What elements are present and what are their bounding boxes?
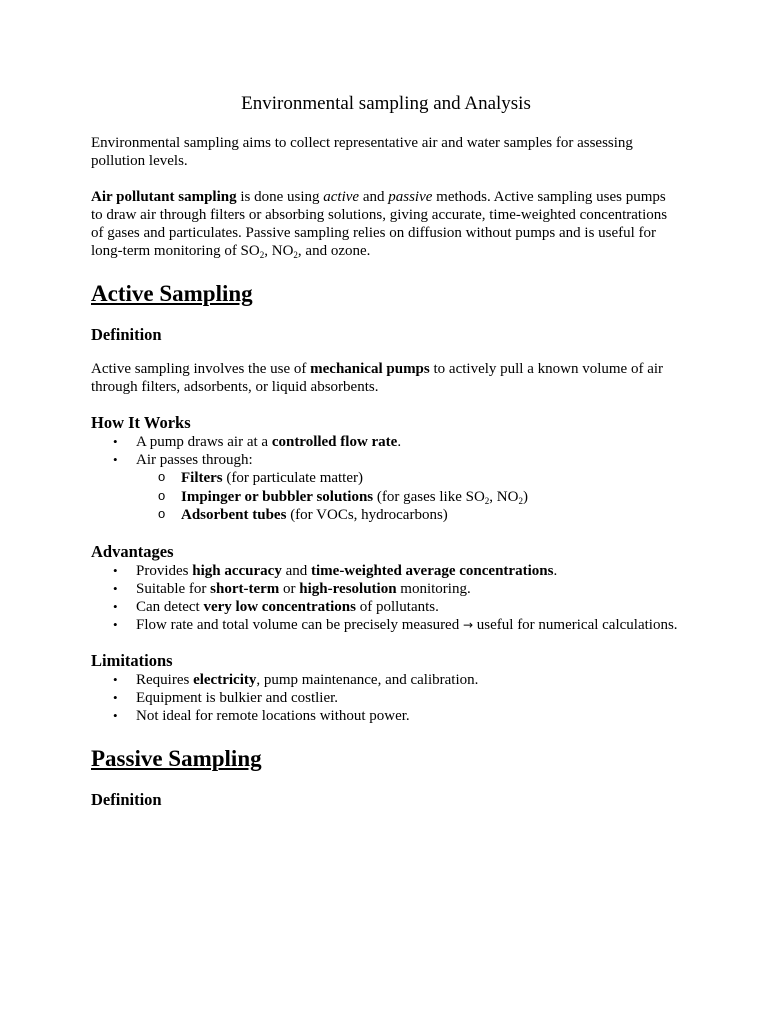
item-text: Provides xyxy=(136,562,193,579)
how-it-works-heading: How It Works xyxy=(91,413,191,432)
bullet-icon: • xyxy=(113,452,118,467)
item-bold: very low concentrations xyxy=(203,598,356,615)
circle-bullet-icon: o xyxy=(158,487,166,503)
sub-list-item xyxy=(136,488,681,507)
advantages-heading: Advantages xyxy=(91,541,174,561)
bullet-icon: • xyxy=(113,562,118,578)
how-it-works-list xyxy=(91,433,681,525)
item-text: Can detect xyxy=(136,598,204,615)
circle-bullet-icon: o xyxy=(158,469,166,484)
item-bold: controlled flow rate xyxy=(271,434,398,450)
item-text: A pump draws air at a xyxy=(136,434,272,450)
item-text: and xyxy=(281,562,311,579)
sub-list-item xyxy=(136,469,681,488)
definition-text-1: Active sampling involves the use of xyxy=(91,361,311,377)
list-item xyxy=(91,580,681,598)
no2-subscript: 2 xyxy=(518,495,523,506)
air-pollutant-sampling-bold: Air pollutant sampling xyxy=(91,189,237,205)
definition-text-2: to actively pull a known volume of air through filters, adsorbents, or liquid absorbents. xyxy=(91,361,664,395)
item-text: . xyxy=(397,434,402,450)
item-text: Requires xyxy=(136,671,194,688)
item-text: (for VOCs, hydrocarbons) xyxy=(286,507,448,523)
circle-bullet-icon: o xyxy=(158,506,166,521)
item-text: Equipment is bulkier and costlier. xyxy=(136,689,339,706)
intro-paragraph: Environmental sampling aims to collect representative air and water samples for assessing pollution levels. xyxy=(91,135,633,169)
item-bold: Impinger or bubbler solutions xyxy=(181,488,374,505)
passive-definition-heading: Definition xyxy=(91,789,162,809)
bullet-icon: • xyxy=(113,689,118,705)
list-item xyxy=(91,616,681,634)
sub-list-item xyxy=(136,506,681,525)
active-italic: active xyxy=(323,189,360,205)
document-title: Environmental sampling and Analysis xyxy=(241,93,531,114)
item-text: (for gases like SO xyxy=(373,488,485,505)
air-text-3: methods. Active sampling uses pumps to draw air through filters or absorbing solutions, giving accurate, time-weighted concentrations of gases and particulates. Passive sampling relies on diffusion without pumps and is useful for long-term monitoring of SO xyxy=(91,189,668,259)
item-text: Not ideal for remote locations without power. xyxy=(136,707,410,724)
mechanical-pumps-bold: mechanical pumps xyxy=(310,361,430,377)
passive-sampling-heading: Passive Sampling xyxy=(91,745,262,771)
item-text: (for particulate matter) xyxy=(222,470,363,486)
item-text: or xyxy=(279,580,300,597)
list-item xyxy=(91,433,681,451)
list-item xyxy=(91,689,681,707)
active-definition-heading: Definition xyxy=(91,325,162,344)
air-text-4: , NO xyxy=(264,243,294,259)
air-sampling-paragraph xyxy=(91,188,681,260)
right-arrow-icon: → xyxy=(462,617,474,632)
list-item xyxy=(91,671,681,689)
so2-subscript: 2 xyxy=(259,250,265,260)
item-bold: high-resolution xyxy=(299,580,397,597)
passive-italic: passive xyxy=(388,189,433,205)
air-passes-sublist xyxy=(136,469,681,525)
active-sampling-heading: Active Sampling xyxy=(91,281,253,306)
so2-subscript: 2 xyxy=(484,495,490,506)
limitations-heading: Limitations xyxy=(91,650,173,670)
item-text: of pollutants. xyxy=(355,598,439,615)
advantages-list xyxy=(91,562,681,634)
item-bold: high accuracy xyxy=(192,562,282,579)
item-text: ) xyxy=(522,488,528,505)
bullet-icon: • xyxy=(113,671,118,687)
item-bold: short-term xyxy=(210,580,280,597)
item-text: Suitable for xyxy=(136,580,211,597)
item-text: monitoring. xyxy=(396,580,471,597)
bullet-icon: • xyxy=(113,616,118,632)
item-bold: Filters xyxy=(181,470,223,486)
item-bold: electricity xyxy=(193,671,257,688)
air-text-5: , and ozone. xyxy=(297,243,371,259)
item-text: Flow rate and total volume can be precisely measured xyxy=(136,616,463,633)
air-text-1: is done using xyxy=(236,189,324,205)
list-item xyxy=(91,451,681,525)
item-text: , NO xyxy=(489,488,519,505)
active-definition-paragraph xyxy=(91,360,681,396)
list-item xyxy=(91,707,681,725)
item-text: useful for numerical calculations. xyxy=(473,616,678,633)
list-item xyxy=(91,598,681,616)
document-body xyxy=(91,92,681,810)
item-bold: Adsorbent tubes xyxy=(181,507,287,523)
bullet-icon: • xyxy=(113,598,118,614)
no2-subscript: 2 xyxy=(293,250,298,260)
bullet-icon: • xyxy=(113,707,118,723)
item-text: , pump maintenance, and calibration. xyxy=(256,671,479,688)
air-text-2: and xyxy=(359,189,389,205)
bullet-icon: • xyxy=(113,434,118,449)
limitations-list xyxy=(91,671,681,725)
item-text: Air passes through: xyxy=(136,452,253,468)
list-item xyxy=(91,562,681,580)
item-bold: time-weighted average concentrations xyxy=(311,562,554,579)
bullet-icon: • xyxy=(113,580,118,596)
item-text: . xyxy=(553,562,558,579)
